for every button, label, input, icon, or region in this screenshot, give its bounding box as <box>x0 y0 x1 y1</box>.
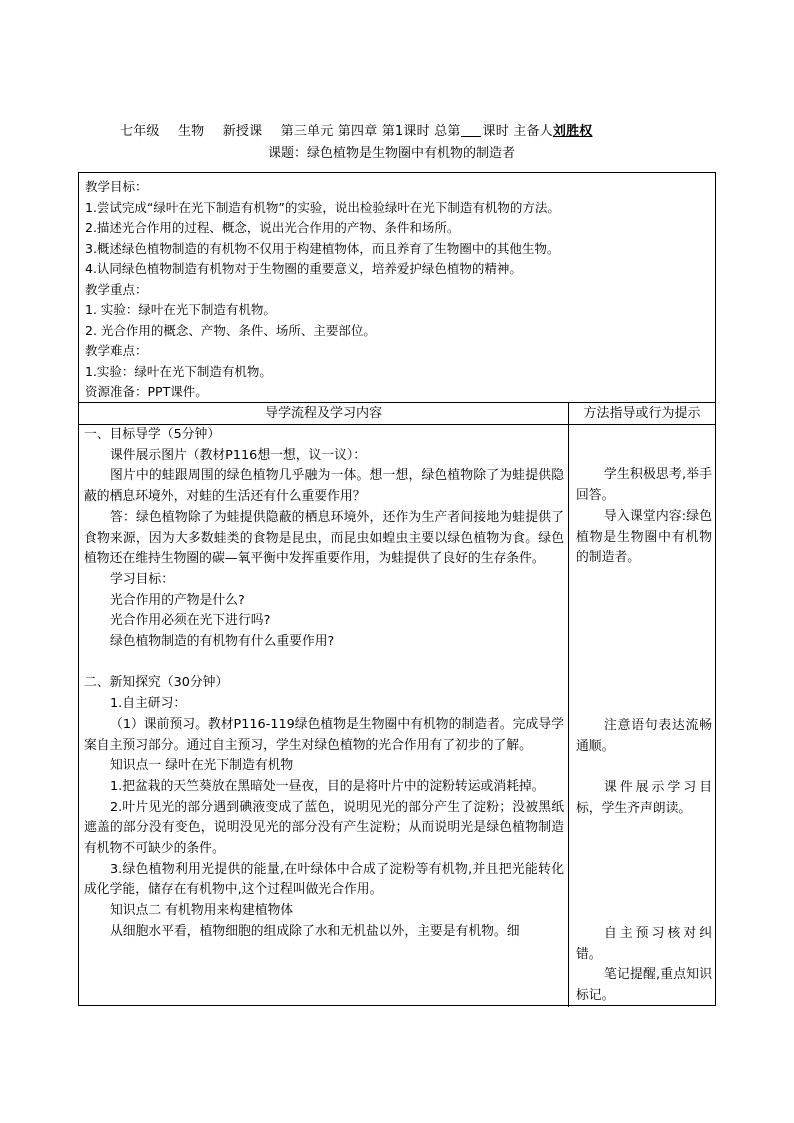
hint-2 <box>576 507 712 569</box>
difficulty-1: 1.实验：绿叶在光下制造有机物。 <box>85 363 272 379</box>
objective-3: 3.概述绿色植物制造的有机物不仅用于构建植物体，而且养育了生物圈中的其他生物。 <box>85 240 560 256</box>
self-study-heading: 1.自主研习： <box>110 696 187 712</box>
section-1-title: 一、目标导学（5分钟） <box>84 427 221 442</box>
hint-6 <box>576 965 712 1006</box>
lesson-type: 新授课 <box>222 124 263 139</box>
knowledge-point-2: 知识点二 有机物用来构建植物体 <box>110 903 294 919</box>
hint-4 <box>576 778 712 819</box>
preparer-name: 刘胜权 <box>552 124 593 139</box>
column-divider <box>568 403 569 1007</box>
total-blank <box>461 124 481 137</box>
unit-info: 第三单元 第四章 第1课时 总第 <box>280 124 461 139</box>
column-header-right: 方法指导或行为提示 <box>583 406 701 421</box>
total-suffix: 课时 主备人 <box>482 124 553 139</box>
key-points-heading: 教学重点： <box>85 281 148 297</box>
column-header-left: 导学流程及学习内容 <box>264 406 382 421</box>
knowledge-point-1: 知识点一 绿叶在光下制造有机物 <box>110 758 294 774</box>
self-study-para: （1）课前预习。教材P116-119绿色植物是生物圈中有机物的制造者。完成导学案自主预习部分。通过自主预习，学生对绿色植物的光合作用有了初步的了解。 <box>84 716 564 753</box>
resources: 资源准备：PPT课件。 <box>85 384 208 399</box>
objective-1: 1.尝试完成“绿叶在光下制造有机物”的实验，说出检验绿叶在光下制造有机物的方法。 <box>85 199 560 215</box>
learning-goals-heading: 学习目标： <box>110 571 174 587</box>
kp2-item-1: 从细胞水平看，植物细胞的组成除了水和无机盐以外，主要是有机物。细 <box>110 923 520 939</box>
hint-3 <box>576 716 712 757</box>
objectives-section <box>79 173 715 403</box>
header-line <box>120 120 592 139</box>
hint-1-text: 学生积极思考,举手回答。 <box>576 467 712 503</box>
difficulty-heading: 教学难点： <box>85 343 148 358</box>
objective-4: 4.认同绿色植物制造有机物对于生物圈的重要意义，培养爱护绿色植物的精神。 <box>85 261 522 276</box>
learning-goal-2: 光合作用必须在光下进行吗? <box>110 613 271 629</box>
section-1-para-2: 图片中的蛙跟周围的绿色植物几乎融为一体。想一想，绿色植物除了为蛙提供隐蔽的栖息环境外，对蛙的生活还有什么重要作用？ <box>84 468 564 505</box>
hint-5-text: 自主预习核对纠错。 <box>576 926 712 962</box>
kp1-item-3: 3.绿色植物利用光提供的能量,在叶绿体中合成了淀粉等有机物,并且把光能转化成化学能，储存在有机物中,这个过程叫做光合作用。 <box>84 861 564 898</box>
learning-goal-1: 光合作用的产物是什么? <box>110 592 245 608</box>
main-content <box>84 425 564 943</box>
section-1-answer: 答：绿色植物除了为蛙提供隐蔽的栖息环境外，还作为生产者间接地为蛙提供了食物来源，因为大多数蛙类的食物是昆虫，而昆虫如蝗虫主要以绿色植物为食。绿色植物还在维持生物圈的碳—氧平衡中发挥重要作用，为蛙提供了良好的生存条件。 <box>84 509 564 567</box>
hint-1 <box>576 465 712 506</box>
objective-2: 2.描述光合作用的过程、概念，说出光合作用的产物、条件和场所。 <box>85 220 460 235</box>
hint-5 <box>576 924 712 965</box>
kp1-item-1: 1.把盆栽的天竺葵放在黑暗处一昼夜，目的是将叶片中的淀粉转运或消耗掉。 <box>110 778 545 794</box>
key-point-1: 1. 实验：绿叶在光下制造有机物。 <box>85 302 276 317</box>
hint-6-text: 笔记提醒,重点知识标记。 <box>576 967 712 1003</box>
section-1-para-1: 课件展示图片（教材P116想一想，议一议）： <box>110 447 367 463</box>
learning-goal-3: 绿色植物制造的有机物有什么重要作用? <box>110 634 335 650</box>
lesson-topic: 课题：绿色植物是生物圈中有机物的制造者 <box>268 146 516 161</box>
kp1-item-2: 2.叶片见光的部分遇到碘液变成了蓝色，说明见光的部分产生了淀粉；没被黑纸遮盖的部分没有变色，说明没见光的部分没有产生淀粉；从而说明光是绿色植物制造有机物不可缺少的条件。 <box>84 799 564 857</box>
hint-2-text: 导入课堂内容:绿色植物是生物圈中有机物的制造者。 <box>576 509 712 566</box>
section-2-title: 二、新知探究（30分钟） <box>84 675 229 691</box>
subject: 生物 <box>177 124 205 139</box>
hint-3-text: 注意语句表达流畅通顺。 <box>576 718 712 754</box>
objectives-heading: 教学目标： <box>85 179 148 194</box>
key-point-2: 2. 光合作用的概念、产物、条件、场所、主要部位。 <box>85 322 376 338</box>
hint-4-text: 课件展示学习目标，学生齐声朗读。 <box>576 780 712 816</box>
column-header-row <box>79 403 715 425</box>
lesson-table <box>78 172 716 1006</box>
grade: 七年级 <box>120 124 160 139</box>
